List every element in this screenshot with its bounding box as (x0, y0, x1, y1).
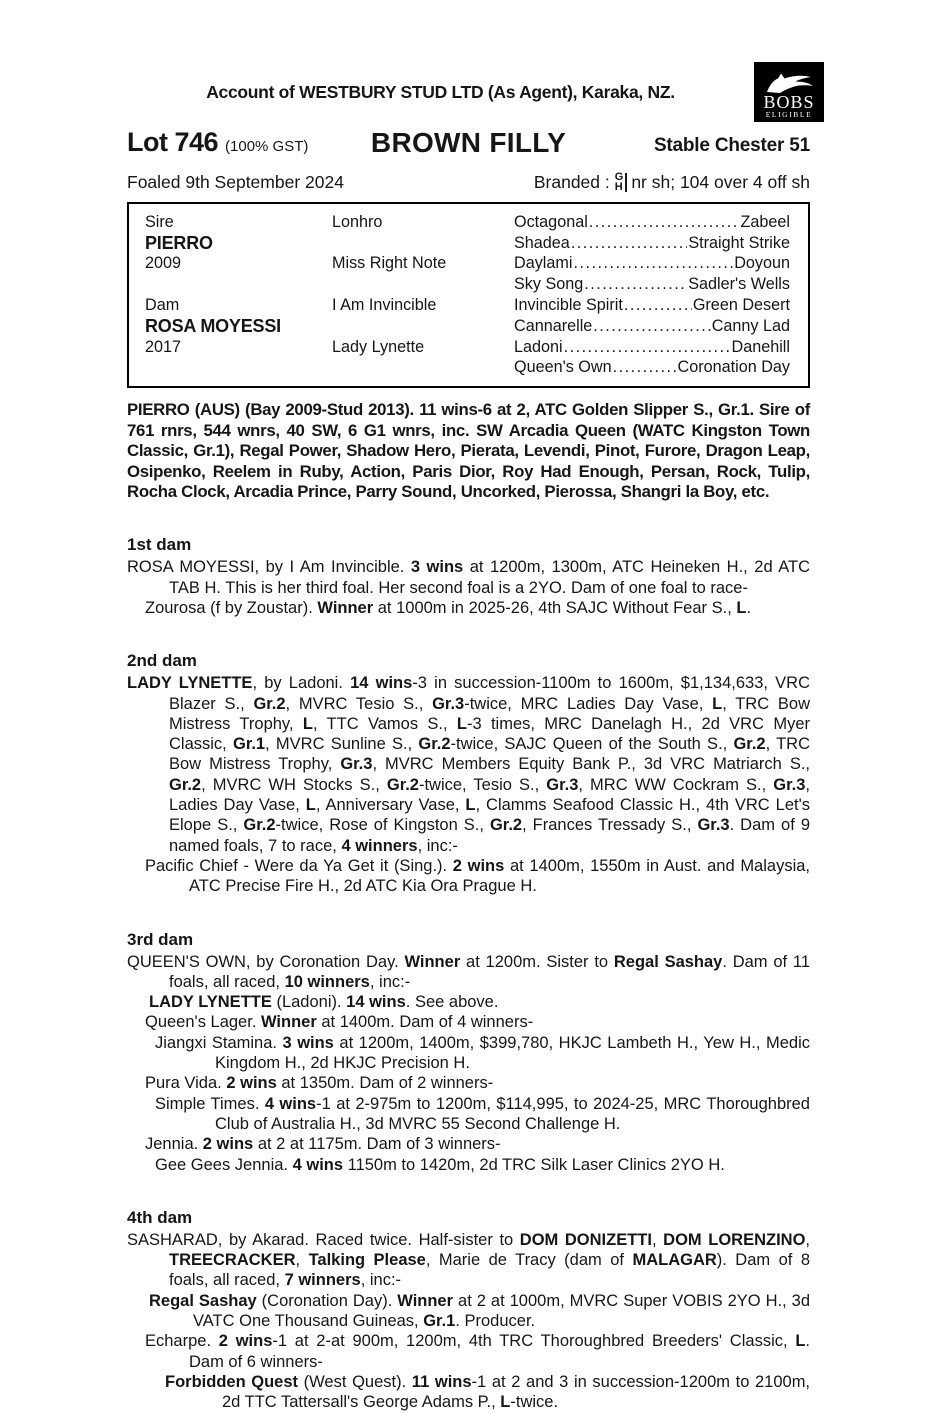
dam-entry: ROSA MOYESSI, by I Am Invincible. 3 wins at 1200m, 1300m, ATC Heineken H., 2d ATC TAB H. This is her third foal. Her second foal is a 2YO. Dam of one foal to race- (127, 558, 810, 597)
section-heading: 4th dam (127, 1207, 193, 1227)
section-4th-dam (127, 1208, 810, 1413)
gen3-ancestor: Sadler's Wells (688, 275, 790, 294)
pedigree-row (145, 358, 790, 379)
brand-top-letter: G (614, 171, 624, 183)
dots-leader (589, 213, 740, 232)
brand-bottom-letter: H (614, 180, 623, 193)
section-heading: 3rd dam (127, 929, 194, 949)
pedigree-row (145, 274, 790, 295)
foal-entry: Queen's Lager. Winner at 1400m. Dam of 4 winners- (145, 1013, 534, 1032)
gen3-name: Queen's Own (514, 358, 612, 377)
logo-subtitle: ELIGIBLE (765, 110, 813, 119)
section-2nd-dam (127, 651, 810, 896)
dots-leader (571, 234, 688, 253)
sire-dam: Miss Right Note (332, 254, 447, 273)
stable-location: Stable Chester 51 (653, 135, 810, 156)
lot-title-row (127, 127, 810, 163)
foal-entry: Pura Vida. 2 wins at 1350m. Dam of 2 winners- (145, 1074, 494, 1093)
gen3-name: Octagonal (514, 212, 588, 231)
logo-title: BOBS (763, 92, 815, 112)
gst-note: (100% GST) (225, 138, 309, 155)
dots-leader (573, 254, 733, 273)
foal-entry: Jennia. 2 wins at 2 at 1175m. Dam of 3 winners- (145, 1135, 501, 1154)
gen3-name: Cannarelle (514, 316, 593, 335)
branded-detail: nr sh; 104 over 4 off sh (631, 172, 810, 192)
sire-label: Sire (145, 212, 174, 231)
section-3rd-dam (127, 930, 810, 1175)
gen3-ancestor: Straight Strike (688, 233, 790, 252)
dam-dam: Lady Lynette (332, 337, 425, 356)
foal-entry: LADY LYNETTE (Ladoni). 14 wins. See above. (149, 993, 499, 1012)
gen3-name: Shadea (514, 233, 570, 252)
sire-year: 2009 (145, 254, 182, 273)
dam-name: ROSA MOYESSI (145, 315, 281, 336)
gen3-name: Daylami (514, 254, 573, 273)
gen3-name: Ladoni (514, 337, 563, 356)
section-1st-dam (127, 535, 810, 618)
catalogue-page (127, 0, 815, 1413)
dam-label: Dam (145, 296, 180, 315)
dots-leader (624, 296, 692, 315)
gen3-name: Invincible Spirit (514, 296, 623, 315)
foaled-date: Foaled 9th September 2024 (127, 172, 344, 192)
foal-entry: Regal Sashay (Coronation Day). Winner at 2 at 1000m, MVRC Super VOBIS 2YO H., 3d VATC One Thousand Guineas, Gr.1. Producer. (149, 1291, 811, 1331)
dam-entry: LADY LYNETTE, by Ladoni. 14 wins-3 in succession-1100m to 1600m, $1,134,633, VRC Blazer S., Gr.2, MVRC Tesio S., Gr.3-twice, MRC Ladies Day Vase, L, TRC Bow Mistress Trophy, L, TTC Vamos S., L-3 times, MRC Danelagh H., 2d VRC Myer Classic, Gr.1, MVRC Sunline S., Gr.2-twice, SAJC Queen of the South S., Gr.2, TRC Bow Mistress Trophy, Gr.3, MVRC Members Equity Bank P., 3d VRC Matriarch S., Gr.2, MVRC WH Stocks S., Gr.2-twice, Tesio S., Gr.3, MRC WW Cockram S., Gr.3, Ladies Day Vase, L, Anniversary Vase, L, Clamms Seafood Classic H., 4th VRC Let's Elope S., Gr.2-twice, Rose of Kingston S., Gr.2, Frances Tressady S., Gr.3. Dam of 9 named foals, 7 to race, 4 winners, inc:- (127, 674, 811, 855)
dots-leader (593, 317, 710, 336)
gen3-ancestor: Green Desert (692, 296, 790, 315)
dots-leader (564, 338, 731, 357)
section-heading: 2nd dam (127, 651, 197, 671)
horse-title: BROWN FILLY (370, 127, 567, 158)
foal-entry: Simple Times. 4 wins-1 at 2-975m to 1200m, $114,995, to 2024-25, MRC Thoroughbred Club of Australia H., 3d MVRC 55 Second Challenge H. (155, 1094, 810, 1133)
gen3-ancestor: Danehill (731, 337, 790, 356)
foal-entry: Forbidden Quest (West Quest). 11 wins-1 at 2 and 3 in succession-1200m to 2100m, 2d TTC Tattersall's George Adams P., L-twice. (165, 1372, 811, 1412)
section-heading: 1st dam (127, 535, 192, 555)
pedigree-table (127, 202, 810, 388)
dam-entry: SASHARAD, by Akarad. Raced twice. Half-sister to DOM DONIZETTI, DOM LORENZINO, TREECRACKER, Talking Please, Marie de Tracy (dam of MALAGAR). Dam of 8 foals, all raced, 7 winners, inc:- (127, 1230, 811, 1290)
gen3-ancestor: Canny Lad (711, 316, 790, 335)
foal-entry: Pacific Chief - Were da Ya Get it (Sing.). 2 wins at 1400m, 1550m in Aust. and Malaysia, ATC Precise Fire H., 2d ATC Kia Ora Prague H. (145, 856, 811, 896)
foal-entry: Zourosa (f by Zoustar). Winner at 1000m in 2025-26, 4th SAJC Without Fear S., L. (145, 599, 752, 617)
dam-entry: QUEEN'S OWN, by Coronation Day. Winner at 1200m. Sister to Regal Sashay. Dam of 11 foals, all raced, 10 winners, inc:- (127, 952, 810, 991)
branded-label: Branded : (533, 172, 610, 192)
pedigree-row (145, 337, 790, 358)
foaled-branded-row (127, 172, 810, 193)
pedigree-row (145, 212, 790, 233)
gen3-name: Sky Song (514, 275, 584, 294)
gen3-ancestor: Coronation Day (677, 358, 790, 377)
page-header (127, 62, 815, 122)
dam-year: 2017 (145, 337, 182, 356)
sire-summary: PIERRO (AUS) (Bay 2009-Stud 2013). 11 wins-6 at 2, ATC Golden Slipper S., Gr.1. Sire of 761 rnrs, 544 wnrs, 40 SW, 6 G1 wnrs, inc. SW Arcadia Queen (WATC Kingston Town Classic, Gr.1), Regal Power, Shadow Hero, Pierata, Levendi, Pinot, Furore, Dragon Leap, Osipenko, Reelem in Ruby, Action, Paris Dior, Roy Had Enough, Persan, Rock, Tulip, Rocha Clock, Arcadia Prince, Parry Sound, Uncorked, Pierossa, Shangri la Boy, etc. (127, 400, 810, 501)
dots-leader (584, 275, 687, 294)
pedigree-row (145, 254, 790, 275)
pedigree-row (145, 233, 790, 254)
lot-number: Lot 746 (127, 127, 219, 157)
account-line: Account of WESTBURY STUD LTD (As Agent), Karaka, NZ. (206, 81, 675, 102)
pedigree-row (145, 316, 790, 337)
brand-mark (615, 173, 628, 192)
dots-leader (613, 358, 677, 377)
pedigree-row (145, 295, 790, 316)
foal-entry: Jiangxi Stamina. 3 wins at 1200m, 1400m, $399,780, HKJC Lambeth H., Yew H., Medic Kingdom H., 2d HKJC Precision H. (155, 1033, 810, 1073)
sire-name: PIERRO (145, 232, 213, 253)
dam-sire: I Am Invincible (332, 296, 437, 315)
gen3-ancestor: Doyoun (734, 254, 790, 273)
foal-entry: Gee Gees Jennia. 4 wins 1150m to 1420m, 2d TRC Silk Laser Clinics 2YO H. (155, 1155, 725, 1174)
gen3-ancestor: Zabeel (740, 212, 790, 231)
foal-entry: Echarpe. 2 wins-1 at 2-at 900m, 1200m, 4th TRC Thoroughbred Breeders' Classic, L. Dam of 6 winners- (145, 1332, 810, 1371)
bobs-eligible-logo (754, 62, 824, 122)
branded-info (534, 172, 810, 193)
sire-sire: Lonhro (332, 212, 383, 231)
